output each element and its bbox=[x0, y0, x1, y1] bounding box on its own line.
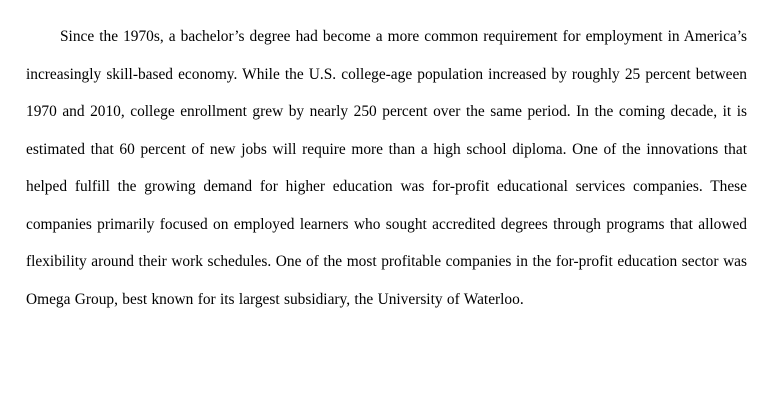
body-paragraph: Since the 1970s, a bachelor’s degree had become a more common requirement for employment in America’s increasingly skill-based economy. While the U.S. college-age population increased by roughly 25 percent between 1970 and 2010, college enrollment grew by nearly 250 percent over the same period. In the coming decade, it is estimated that 60 percent of new jobs will require more than a high school diploma. One of the innovations that helped fulfill the growing demand for higher education was for-profit educational services companies. These companies primarily focused on employed learners who sought accredited degrees through programs that allowed flexibility around their work schedules. One of the most profitable companies in the for-profit education sector was Omega Group, best known for its largest subsidiary, the University of Waterloo. bbox=[26, 28, 747, 308]
